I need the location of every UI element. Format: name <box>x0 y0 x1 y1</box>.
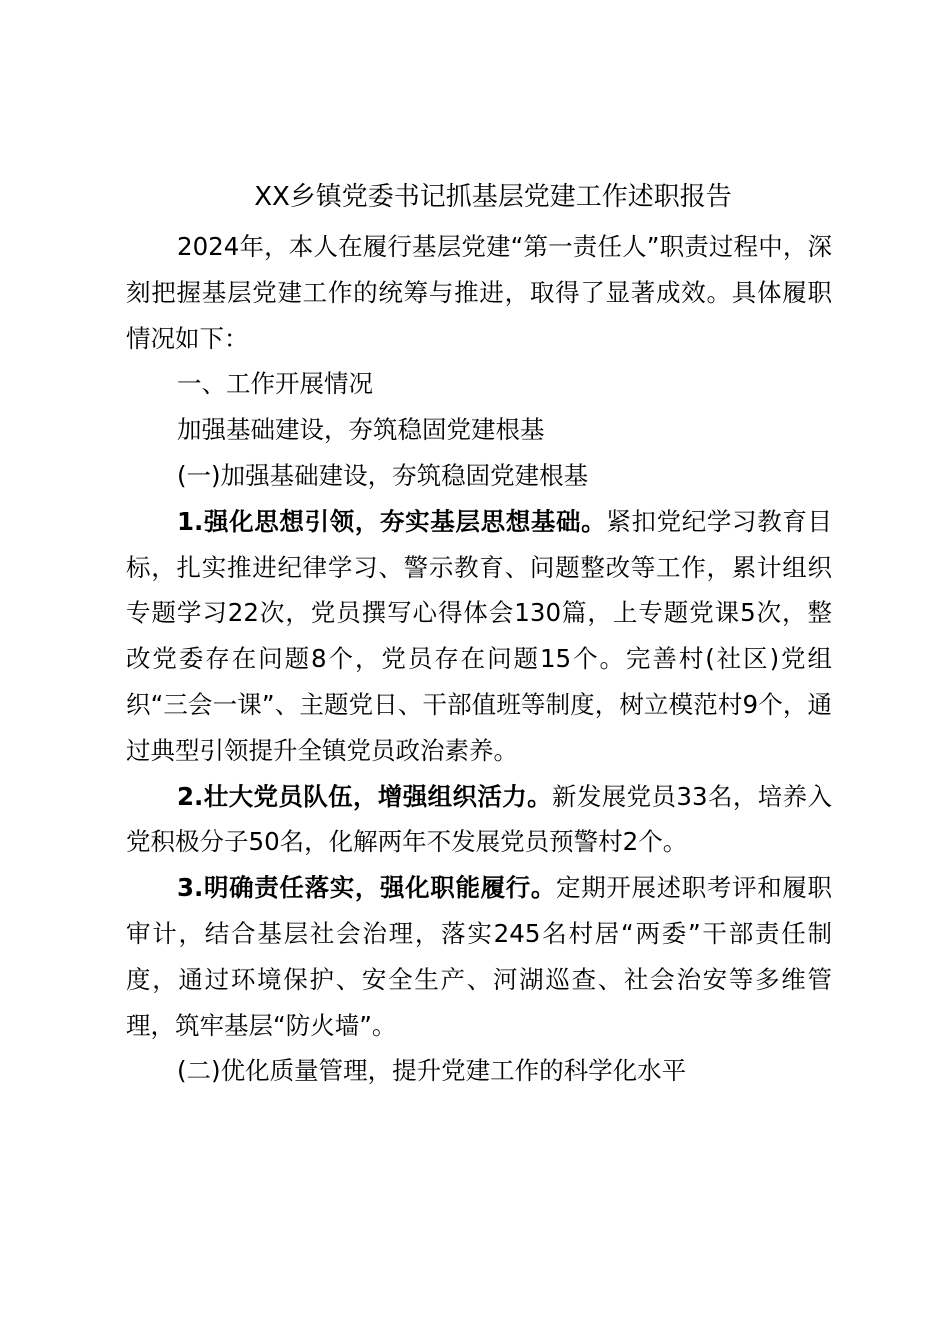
item-3-lead: 3.明确责任落实，强化职能履行。 <box>177 873 557 903</box>
section-heading-work-status: 一、工作开展情况 <box>177 369 373 399</box>
document-body <box>126 170 832 1094</box>
item-1-lead: 1.强化思想引领，夯实基层思想基础。 <box>177 506 607 536</box>
item-2-body: 新发展党员33名，培养入党积极分子50名，化解两年不发展党员预警村2个。 <box>126 781 832 857</box>
item-2-lead: 2.壮大党员队伍，增强组织活力。 <box>177 781 553 811</box>
item-paragraph-2 <box>126 774 832 866</box>
item-paragraph-3 <box>126 865 832 1048</box>
item-paragraph-1 <box>126 499 832 774</box>
intro-paragraph: 2024年，本人在履行基层党建“第一责任人”职责过程中，深刻把握基层党建工作的统筹与推进，取得了显著成效。具体履职情况如下： <box>126 232 832 353</box>
item-1-body: 紧扣党纪学习教育目标，扎实推进纪律学习、警示教育、问题整改等工作，累计组织专题学习22次，党员撰写心得体会130篇，上专题党课5次，整改党委存在问题8个，党员存在问题15个。完善村(社区)党组织“三会一课”、主题党日、干部值班等制度，树立模范村9个，通过典型引领提升全镇党员政治素养。 <box>126 506 832 765</box>
item-3-body: 定期开展述职考评和履职审计，结合基层社会治理，落实245名村居“两委”干部责任制度，通过环境保护、安全生产、河湖巡查、社会治安等多维管理，筑牢基层“防火墙”。 <box>126 873 833 1040</box>
subsection-heading-1: (一)加强基础建设，夯筑稳固党建根基 <box>177 460 589 490</box>
document-title: XX乡镇党委书记抓基层党建工作述职报告 <box>254 182 732 212</box>
plain-subheading-line: 加强基础建设，夯筑稳固党建根基 <box>177 415 545 445</box>
subsection-heading-2: (二)优化质量管理，提升党建工作的科学化水平 <box>177 1056 687 1086</box>
